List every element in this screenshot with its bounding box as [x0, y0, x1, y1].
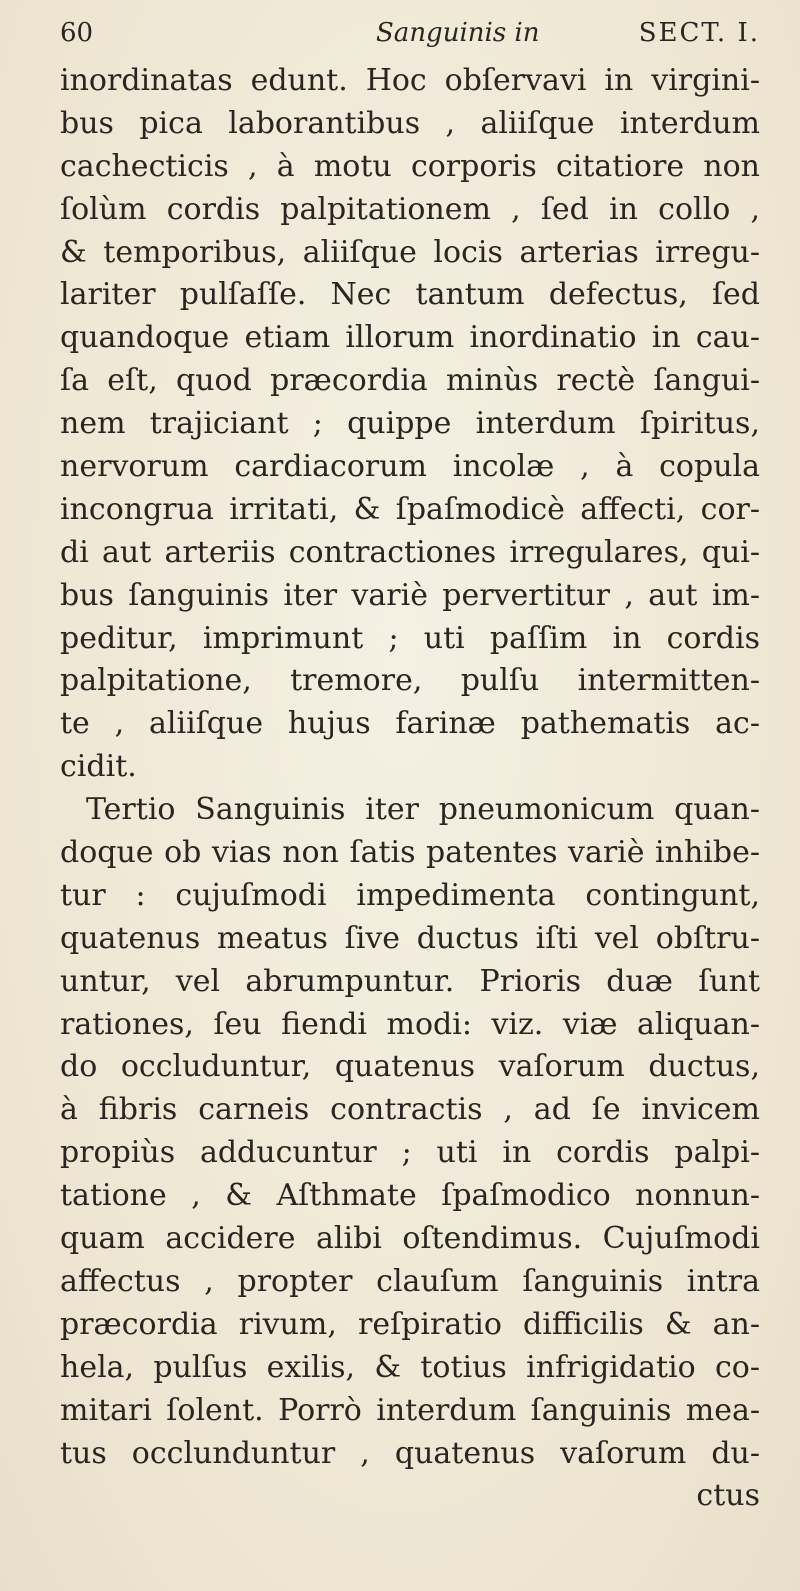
text-line: hela, pulſus exilis, & totius infrigidatio co- [60, 1349, 760, 1385]
text-line: affectus , propter clauſum ſanguinis intra [60, 1263, 760, 1299]
text-line: mitari ſolent. Porrò interdum ſanguinis mea- [60, 1392, 760, 1428]
text-line: lariter pulſaſſe. Nec tantum defectus, ſed [60, 277, 760, 313]
text-line: palpitatione, tremore, pulſu intermitten- [60, 663, 760, 699]
text-line: doque ob vias non ſatis patentes variè inhibe- [60, 835, 760, 871]
text-line: te , aliiſque hujus farinæ pathematis ac- [60, 706, 760, 742]
text-line: peditur, imprimunt ; uti paſſim in cordis [60, 620, 760, 656]
body-text [60, 60, 760, 1518]
text-line: tur : cujuſmodi impedimenta contingunt, [60, 877, 760, 913]
text-line: ſa eſt, quod præcordia minùs rectè ſangui- [60, 363, 760, 399]
text-line: tatione , & Aſthmate ſpaſmodico nonnun- [60, 1178, 760, 1214]
text-line: di aut arteriis contractiones irregulares, qui- [60, 534, 760, 570]
text-line: bus ſanguinis iter variè pervertitur , aut im- [60, 577, 760, 613]
paragraph-start-line: Tertio Sanguinis iter pneumonicum quan- [86, 792, 760, 828]
text-line: quam accidere alibi oſtendimus. Cujuſmodi [60, 1221, 760, 1257]
text-line: & temporibus, aliiſque locis arterias irregu- [60, 234, 760, 270]
text-line: nem trajiciant ; quippe interdum ſpiritus, [60, 406, 760, 442]
text-line: untur, vel abrumpuntur. Prioris duæ ſunt [60, 963, 760, 999]
text-line: inordinatas edunt. Hoc obſervavi in virgini- [60, 63, 760, 98]
text-line: præcordia rivum, reſpiratio difficilis & an- [60, 1306, 760, 1342]
text-line: quandoque etiam illorum inordinatio in cau- [60, 320, 760, 356]
text-line: incongrua irritati, & ſpaſmodicè affecti, cor- [60, 491, 760, 527]
page-number: 60 [60, 18, 94, 48]
text-line: propiùs adducuntur ; uti in cordis palpi- [60, 1135, 760, 1171]
text-line: cachecticis , à motu corporis citatiore non [60, 148, 760, 184]
page-header [60, 18, 760, 52]
text-line: quatenus meatus ſive ductus iſti vel obſtru- [60, 920, 760, 956]
catchword: ctus [696, 1478, 760, 1514]
text-line: do occluduntur, quatenus vaſorum ductus, [60, 1049, 760, 1085]
section-label: SECT. I. [638, 18, 760, 48]
text-line: rationes, ſeu fiendi modi: viz. viæ aliquan- [60, 1006, 760, 1042]
text-line: tus occlunduntur , quatenus vaſorum du- [60, 1435, 760, 1471]
running-title: Sanguinis in [376, 18, 540, 48]
text-line: à fibris carneis contractis , ad ſe invicem [60, 1092, 760, 1128]
text-line: bus pica laborantibus , aliiſque interdum [60, 105, 760, 141]
text-line: ſolùm cordis palpitationem , ſed in collo , [60, 191, 760, 227]
paragraph-end-line: cidit. [60, 749, 137, 785]
text-line: nervorum cardiacorum incolæ , à copula [60, 449, 760, 485]
